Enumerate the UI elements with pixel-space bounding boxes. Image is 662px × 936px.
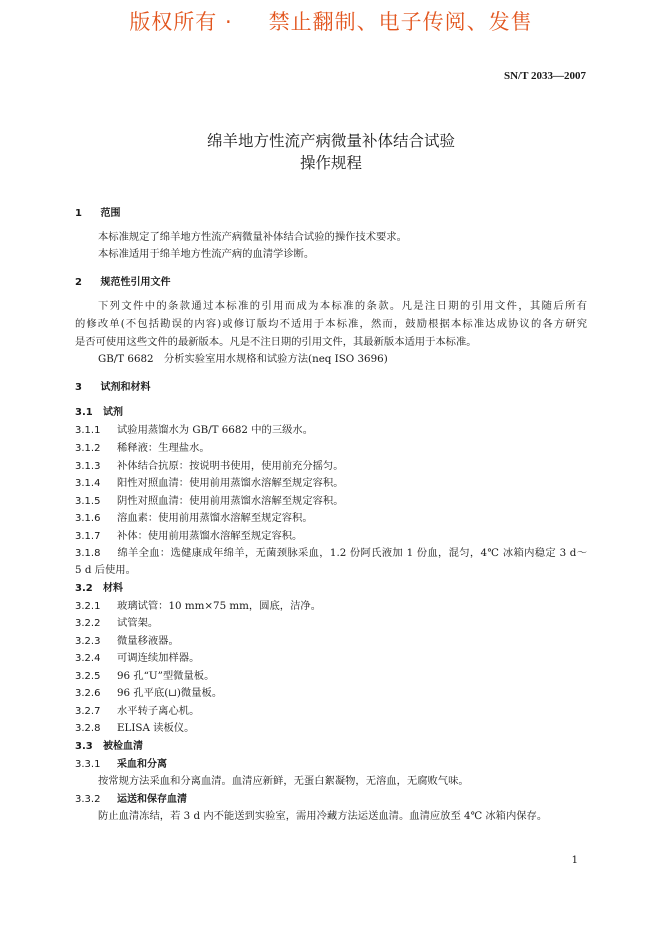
clause: 3.1.7 补体：使用前用蒸馏水溶解至规定容积。 <box>75 530 303 542</box>
clause: 3.1.2 稀释液：生理盐水。 <box>75 442 210 454</box>
clause: 3.2.4 可调连续加样器。 <box>75 652 200 664</box>
copyright-watermark: 版权所有 · 禁止翻制、电子传阅、发售 <box>129 10 533 34</box>
paragraph: 本标准适用于绵羊地方性流产病的血清学诊断。 <box>98 248 315 260</box>
clause: 3.2.5 96 孔“U”型微量板。 <box>75 670 215 682</box>
subsection-heading: 3.3 被检血清 <box>75 741 143 752</box>
clause: 3.2.2 试管架。 <box>75 617 159 629</box>
paragraph: 本标准规定了绵羊地方性流产病微量补体结合试验的操作技术要求。 <box>98 231 407 243</box>
clause: 3.2.3 微量移液器。 <box>75 635 179 647</box>
paragraph: 按常规方法采血和分离血清。血清应新鲜，无蛋白絮凝物，无溶血，无腐败气味。 <box>98 775 469 787</box>
clause: 3.1.6 溶血素：使用前用蒸馏水溶解至规定容积。 <box>75 512 313 524</box>
clause: 3.1.1 试验用蒸馏水为 GB/T 6682 中的三级水。 <box>75 424 314 436</box>
clause: 3.2.7 水平转子离心机。 <box>75 705 200 717</box>
section-3-heading: 3 试剂和材料 <box>75 382 151 393</box>
section-2-heading: 2 规范性引用文件 <box>75 277 171 288</box>
document-subtitle: 操作规程 <box>299 154 362 172</box>
clause-heading: 3.3.2 运送和保存血清 <box>75 794 187 805</box>
clause: 3.1.8 绵羊全血：选健康成年绵羊，无菌颈脉采血，1.2 份阿氏液加 1 份血，混匀，4℃ 冰箱内稳定 3 d～ <box>75 547 587 559</box>
clause: 3.2.1 玻璃试管：10 mm×75 mm，圆底，洁净。 <box>75 600 321 612</box>
document-title: 绵羊地方性流产病微量补体结合试验 <box>206 132 455 150</box>
subsection-heading: 3.2 材料 <box>75 583 123 594</box>
clause: 3.1.4 阳性对照血清：使用前用蒸馏水溶解至规定容积。 <box>75 477 344 489</box>
paragraph: 下列文件中的条款通过本标准的引用而成为本标准的条款。凡是注日期的引用文件，其随后所有 <box>98 300 587 312</box>
paragraph: 是否可使用这些文件的最新版本。凡是不注日期的引用文件，其最新版本适用于本标准。 <box>75 336 477 348</box>
clause-continuation: 5 d 后使用。 <box>75 564 136 576</box>
subsection-heading: 3.1 试剂 <box>75 407 123 418</box>
clause: 3.2.8 ELISA 读板仪。 <box>75 722 195 734</box>
standard-code: SN/T 2033—2007 <box>503 70 586 82</box>
clause: 3.1.3 补体结合抗原：按说明书使用，使用前充分摇匀。 <box>75 460 344 472</box>
page-number: 1 <box>571 855 578 866</box>
clause: 3.1.5 阴性对照血清：使用前用蒸馏水溶解至规定容积。 <box>75 495 344 507</box>
clause-heading: 3.3.1 采血和分离 <box>75 759 167 770</box>
section-1-heading: 1 范围 <box>75 208 121 219</box>
paragraph: 的修改单(不包括勘误的内容)或修订版均不适用于本标准，然而，鼓励根据本标准达成协议的各方研究 <box>75 318 587 330</box>
normative-reference: GB/T 6682 分析实验室用水规格和试验方法(neq ISO 3696) <box>98 353 388 365</box>
clause: 3.2.6 96 孔平底(⊔)微量板。 <box>75 687 223 699</box>
paragraph: 防止血清冻结，若 3 d 内不能送到实验室，需用冷藏方法运送血清。血清应放至 4℃ 冰箱内保存。 <box>98 810 548 822</box>
